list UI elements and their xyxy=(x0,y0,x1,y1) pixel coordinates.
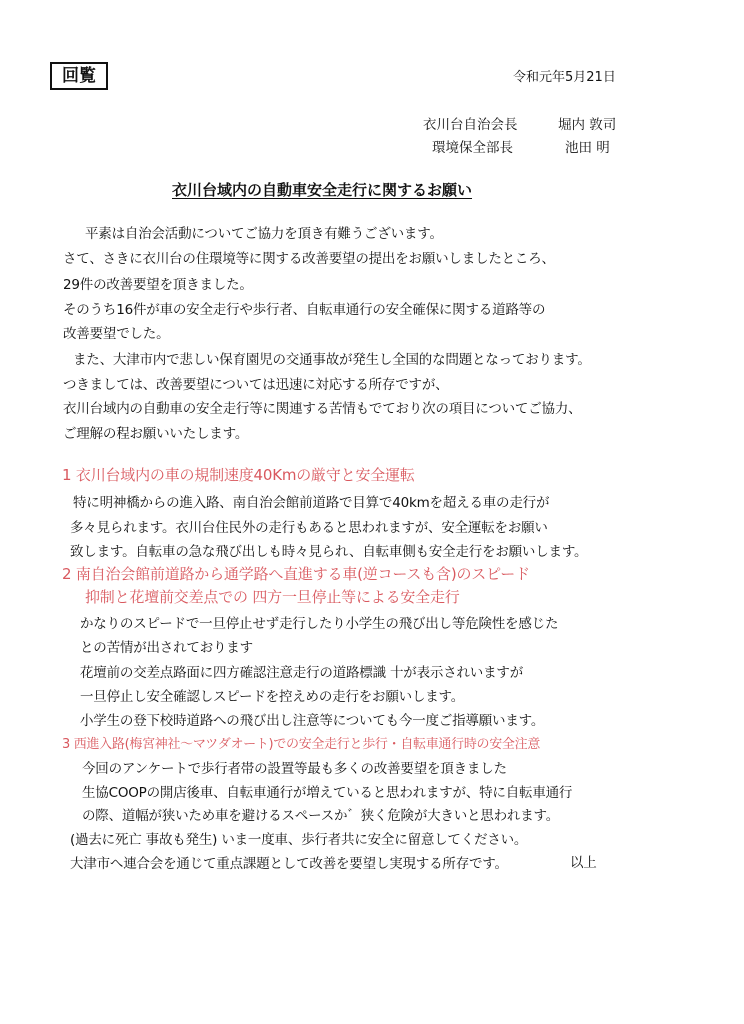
document-date: 令和元年5月21日 xyxy=(513,70,616,85)
intro-line: 平素は自治会活動についてご協力を頂き有難うございます。 xyxy=(85,226,443,242)
item-3-heading: 3 西進入路(梅宮神社～マツダオート)での安全走行と歩行・自転車通行時の安全注意 xyxy=(62,737,541,752)
intro-line: ご理解の程お願いいたします。 xyxy=(63,426,249,442)
item-2-line: 一旦停止し安全確認しスピードを控えめの走行をお願いします。 xyxy=(80,689,465,705)
circular-stamp: 回覧 xyxy=(50,62,108,90)
intro-line: 29件の改善要望を頂きました。 xyxy=(63,277,253,293)
item-2-line: 小学生の登下校時道路への飛び出し注意等についても今一度ご指導願います。 xyxy=(80,713,545,729)
intro-line: つきましては、改善要望については迅速に対応する所存ですが、 xyxy=(63,377,449,393)
item-3-line: (過去に死亡 事故も発生) いま一度車、歩行者共に安全に留意してください。 xyxy=(70,832,528,848)
intro-line: 衣川台域内の自動車の安全走行等に関連する苦情もでており次の項目についてご協力、 xyxy=(63,401,582,417)
intro-line: また、大津市内で悲しい保育園児の交通事故が発生し全国的な問題となっております。 xyxy=(73,352,591,368)
signer-title-1: 衣川台自治会長 xyxy=(423,117,518,133)
item-1-heading: 1 衣川台域内の車の規制速度40Kmの厳守と安全運転 xyxy=(62,466,415,484)
document-title: 衣川台域内の自動車安全走行に関するお願い xyxy=(172,181,473,199)
signer-name-2: 池田 明 xyxy=(565,140,610,156)
item-2-heading: 2 南自治会館前道路から通学路へ直進する車(逆コースも含)のスピード xyxy=(62,565,530,583)
item-2-heading-cont: 抑制と花壇前交差点での 四方一旦停止等による安全走行 xyxy=(85,588,460,606)
item-3-line: 生協COOPの開店後車、自転車通行が増えていると思われますが、特に自転車通行 xyxy=(82,785,573,801)
item-3-line: の際、道幅が狭いため車を避けるスペースか゛狭く危険が大きいと思われます。 xyxy=(82,808,560,824)
closing-text: 以上 xyxy=(570,855,597,871)
item-1-line: 致します。自転車の急な飛び出しも時々見られ、自転車側も安全走行をお願いします。 xyxy=(70,544,588,560)
item-2-line: 花壇前の交差点路面に四方確認注意走行の道路標識 十が表示されいますが xyxy=(80,665,523,681)
item-2-line: かなりのスピードで一旦停止せず走行したり小学生の飛び出し等危険性を感じた xyxy=(80,616,559,632)
signer-title-2: 環境保全部長 xyxy=(432,140,513,156)
item-2-line: との苦情が出されております xyxy=(80,640,253,656)
item-3-line: 大津市へ連合会を通じて重点課題として改善を要望し実現する所存です。 xyxy=(70,856,508,872)
item-1-line: 多々見られます。衣川台住民外の走行もあると思われますが、安全運転をお願い xyxy=(70,520,548,536)
item-3-line: 今回のアンケートで歩行者帯の設置等最も多くの改善要望を頂きました xyxy=(82,761,507,777)
item-1-line: 特に明神橋からの進入路、南自治会館前道路で目算で40kmを超える車の走行が xyxy=(73,495,550,511)
intro-line: さて、さきに衣川台の住環境等に関する改善要望の提出をお願いしましたところ、 xyxy=(63,251,555,267)
signer-name-1: 堀内 敦司 xyxy=(558,117,617,133)
intro-line: そのうち16件が車の安全走行や歩行者、自転車通行の安全確保に関する道路等の xyxy=(63,302,546,318)
intro-line: 改善要望でした。 xyxy=(63,326,170,342)
